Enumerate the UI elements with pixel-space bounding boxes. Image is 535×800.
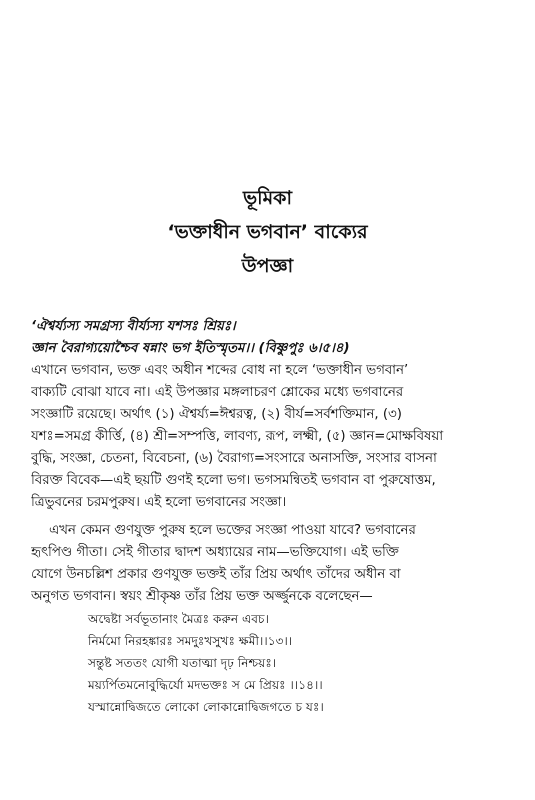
opening-verse-line: ‘ঐশ্বর্য্যস্য সমগ্রস্য বীর্য্যস্য যশসঃ শ্রিয়ঃ। bbox=[31, 319, 236, 334]
gita-verse-line: যস্মান্নোদ্বিজতে লোকো লোকান্নোদ্বিজগতে চ যঃ। bbox=[88, 700, 324, 714]
paragraph-line: বাক্যটি বোঝা যাবে না। এই উপজ্ঞার মঙ্গলাচরণ শ্লোকের মধ্যে ভগবানের bbox=[31, 385, 404, 400]
opening-verse-line: জ্ঞান বৈরাগ্যয়োশ্চৈব ষন্নাং ভগ ইতিস্মৃতম।। (বিষ্ণুপুঃ ৬।৫।৪) bbox=[31, 341, 350, 356]
gita-verse-line: ময়্যর্পিতমনোবুদ্ধির্যো মদভক্তঃ স মে প্রিয়ঃ ।।১৪।। bbox=[88, 678, 323, 692]
page-body bbox=[31, 316, 511, 718]
chapter-subtitle-second-line: উপজ্ঞা bbox=[241, 255, 294, 277]
paragraph-line: এখানে ভগবান, ভক্ত এবং অধীন শব্দের বোধ না হলে ‘ভক্তাধীন ভগবান’ bbox=[31, 363, 409, 378]
gita-verse-line: অদ্বেষ্টা সর্বভূতানাং মৈত্রঃ করুন এবচ। bbox=[88, 612, 269, 626]
paragraph-line: যশঃ=সমগ্র কীর্ত্তি, (৪) শ্রী=সম্পত্তি, লাবণ্য, রূপ, লক্ষ্মী, (৫) জ্ঞান=মোক্ষবিষয়া bbox=[31, 429, 444, 444]
paragraph-line: হৃৎপিণ্ড গীতা। সেই গীতার দ্বাদশ অধ্যায়ের নাম—ভক্তিযোগ। এই ভক্তি bbox=[31, 545, 399, 560]
chapter-subtitle: ‘ভক্তাধীন ভগবান’ বাক্যের bbox=[167, 221, 368, 243]
paragraph-line: সংজ্ঞাটি রয়েছে। অর্থাৎ (১) ঐশ্বর্য্য=ঈশ্বরত্ব, (২) বীর্য=সর্বশক্তিমান, (৩) bbox=[31, 407, 402, 422]
paragraph-line: এখন কেমন গুণযুক্ত পুরুষ হলে ভক্তের সংজ্ঞা পাওয়া যাবে? ভগবানের bbox=[49, 523, 416, 538]
gita-verse-line: সন্তুষ্ট সততং যোগী যতাত্মা দৃঢ় নিশ্চয়ঃ। bbox=[88, 656, 277, 670]
paragraph-line: বিরক্ত বিবেক—এই ছয়টি গুণই হলো ভগ। ভগসমন্বিতই ভগবান বা পুরুষোত্তম, bbox=[31, 473, 436, 488]
paragraph-line: বুদ্ধি, সংজ্ঞা, চেতনা, বিবেচনা, (৬) বৈরাগ্য=সংসারে অনাসক্তি, সংসার বাসনা bbox=[31, 451, 437, 466]
paragraph-line: অনুগত ভগবান। স্বয়ং শ্রীকৃষ্ণ তাঁর প্রিয় ভক্ত অর্জ্জুনকে বলেছেন— bbox=[31, 589, 373, 604]
chapter-title: ভূমিকা bbox=[243, 187, 292, 209]
paragraph-line: যোগে উনচল্লিশ প্রকার গুণযুক্ত ভক্তই তাঁর প্রিয় অর্থাৎ তাঁদের অধীন বা bbox=[31, 567, 401, 582]
gita-verse-line: নির্মমো নিরহঙ্কারঃ সমদুঃখসুখঃ ক্ষমী।।১৩।। bbox=[88, 634, 293, 648]
paragraph-line: ত্রিভুবনের চরমপুরুষ। এই হলো ভগবানের সংজ্ঞা। bbox=[31, 495, 287, 510]
